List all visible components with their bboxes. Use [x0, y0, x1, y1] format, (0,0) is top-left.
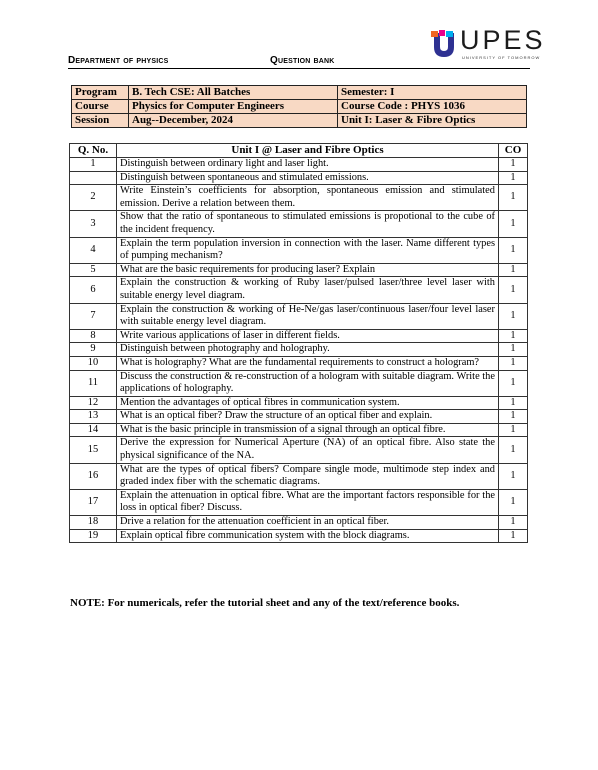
question-text: Drive a relation for the attenuation coefficient in an optical fiber. — [117, 516, 499, 530]
question-text: Distinguish between spontaneous and stimulated emissions. — [117, 171, 499, 185]
header-rule — [68, 68, 530, 69]
table-row — [70, 343, 528, 357]
question-number — [70, 171, 117, 185]
question-number: 14 — [70, 423, 117, 437]
question-number: 16 — [70, 463, 117, 489]
question-bank-title: Question bank — [270, 55, 335, 66]
info-row-session — [72, 114, 527, 128]
table-row — [70, 237, 528, 263]
question-number: 15 — [70, 437, 117, 463]
table-row — [70, 423, 528, 437]
question-text: Discuss the construction & re-construction of a hologram with suitable diagram. Write the applications of holography. — [117, 370, 499, 396]
table-row — [70, 211, 528, 237]
question-number: 13 — [70, 410, 117, 424]
question-number: 11 — [70, 370, 117, 396]
table-row — [70, 277, 528, 303]
question-number: 2 — [70, 185, 117, 211]
question-text: Distinguish between ordinary light and laser light. — [117, 158, 499, 172]
course-outcome: 1 — [499, 516, 528, 530]
course-value: Physics for Computer Engineers — [129, 100, 338, 114]
question-number: 12 — [70, 396, 117, 410]
unit-cell: Unit I: Laser & Fibre Optics — [338, 114, 527, 128]
course-outcome: 1 — [499, 463, 528, 489]
course-outcome: 1 — [499, 237, 528, 263]
question-rows — [70, 158, 528, 543]
question-number: 1 — [70, 158, 117, 172]
table-row — [70, 396, 528, 410]
course-outcome: 1 — [499, 277, 528, 303]
table-row — [70, 370, 528, 396]
question-number: 6 — [70, 277, 117, 303]
question-text: Explain the attenuation in optical fibre. What are the important factors responsible for the loss in optical fiber? Discuss. — [117, 489, 499, 515]
question-text: What is holography? What are the fundamental requirements to construct a hologram? — [117, 356, 499, 370]
question-number: 18 — [70, 516, 117, 530]
question-text: Write various applications of laser in different fields. — [117, 329, 499, 343]
course-outcome: 1 — [499, 171, 528, 185]
course-outcome: 1 — [499, 356, 528, 370]
course-outcome: 1 — [499, 529, 528, 543]
unit-header: Unit I @ Laser and Fibre Optics — [117, 144, 499, 158]
question-number: 8 — [70, 329, 117, 343]
co-header: CO — [499, 144, 528, 158]
footer-note: NOTE: For numericals, refer the tutorial sheet and any of the text/reference books. — [70, 597, 460, 609]
question-text: What is an optical fiber? Draw the structure of an optical fiber and explain. — [117, 410, 499, 424]
question-text: Distinguish between photography and holography. — [117, 343, 499, 357]
course-outcome: 1 — [499, 343, 528, 357]
course-outcome: 1 — [499, 410, 528, 424]
table-row — [70, 529, 528, 543]
course-label: Course — [72, 100, 129, 114]
course-outcome: 1 — [499, 396, 528, 410]
program-value: B. Tech CSE: All Batches — [129, 86, 338, 100]
course-outcome: 1 — [499, 158, 528, 172]
question-number: 17 — [70, 489, 117, 515]
question-text: Mention the advantages of optical fibres in communication system. — [117, 396, 499, 410]
department-title: Department of physics — [68, 55, 169, 66]
course-outcome: 1 — [499, 185, 528, 211]
question-number: 5 — [70, 263, 117, 277]
question-text: What is the basic principle in transmission of a signal through an optical fibre. — [117, 423, 499, 437]
table-row — [70, 185, 528, 211]
question-table-header — [70, 144, 528, 158]
table-row — [70, 410, 528, 424]
info-row-course — [72, 100, 527, 114]
table-row — [70, 356, 528, 370]
table-row — [70, 329, 528, 343]
question-text: Explain the term population inversion in connection with the laser. Name different types of pumping mechanism? — [117, 237, 499, 263]
program-label: Program — [72, 86, 129, 100]
table-row — [70, 463, 528, 489]
table-row — [70, 263, 528, 277]
course-outcome: 1 — [499, 370, 528, 396]
question-text: Explain the construction & working of Ruby laser/pulsed laser/three level laser with suitable energy level diagram. — [117, 277, 499, 303]
question-number: 19 — [70, 529, 117, 543]
table-row — [70, 516, 528, 530]
question-number: 9 — [70, 343, 117, 357]
semester-cell: Semester: I — [338, 86, 527, 100]
logo-tagline: UNIVERSITY OF TOMORROW — [462, 55, 541, 60]
table-row — [70, 171, 528, 185]
info-row-program — [72, 86, 527, 100]
course-outcome: 1 — [499, 211, 528, 237]
course-outcome: 1 — [499, 329, 528, 343]
question-number: 3 — [70, 211, 117, 237]
question-text: Explain the construction & working of He-Ne/gas laser/continuous laser/four level laser with suitable energy level diagram. — [117, 303, 499, 329]
table-row — [70, 303, 528, 329]
course-outcome: 1 — [499, 489, 528, 515]
logo-wordmark: UPES — [460, 25, 546, 55]
question-text: Write Einstein’s coefficients for absorption, spontaneous emission and stimulated emission. Derive a relation between them. — [117, 185, 499, 211]
session-value: Aug--December, 2024 — [129, 114, 338, 128]
course-code-cell: Course Code : PHYS 1036 — [338, 100, 527, 114]
table-row — [70, 489, 528, 515]
question-number: 4 — [70, 237, 117, 263]
course-outcome: 1 — [499, 263, 528, 277]
question-text: Show that the ratio of spontaneous to stimulated emissions is propotional to the cube of the incident frequency. — [117, 211, 499, 237]
upes-logo — [428, 25, 546, 67]
course-info-table — [71, 85, 527, 128]
course-outcome: 1 — [499, 437, 528, 463]
question-text: Derive the expression for Numerical Aperture (NA) of an optical fibre. Also state the physical significance of the NA. — [117, 437, 499, 463]
upes-emblem-icon — [428, 29, 460, 59]
table-row — [70, 437, 528, 463]
table-row — [70, 158, 528, 172]
question-number: 7 — [70, 303, 117, 329]
question-text: What are the basic requirements for producing laser? Explain — [117, 263, 499, 277]
question-text: Explain optical fibre communication system with the block diagrams. — [117, 529, 499, 543]
session-label: Session — [72, 114, 129, 128]
course-outcome: 1 — [499, 423, 528, 437]
question-text: What are the types of optical fibers? Compare single mode, multimode step index and graded index fiber with the schematic diagrams. — [117, 463, 499, 489]
question-number: 10 — [70, 356, 117, 370]
qno-header: Q. No. — [70, 144, 117, 158]
course-outcome: 1 — [499, 303, 528, 329]
question-table — [69, 143, 528, 543]
